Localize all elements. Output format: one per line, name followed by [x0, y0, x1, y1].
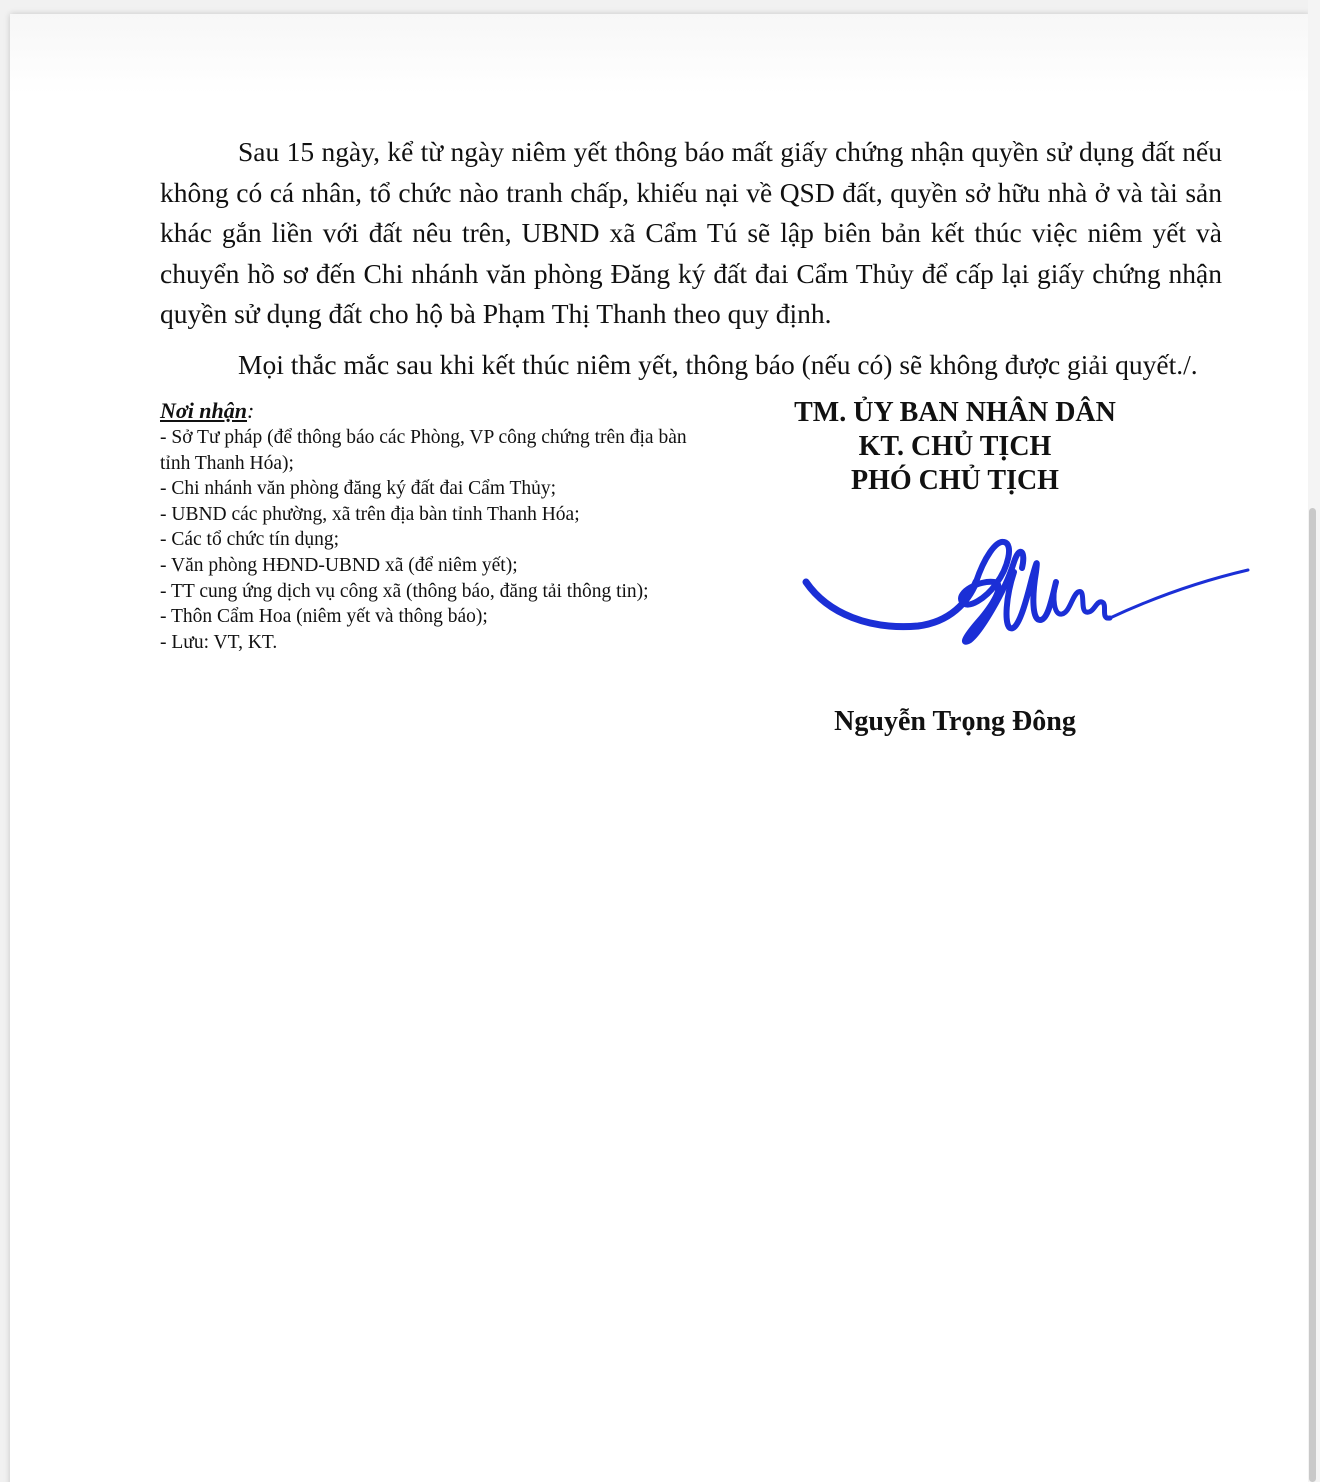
page-top-shade: [10, 14, 1310, 94]
recipient-item: - TT cung ứng dịch vụ công xã (thông báo, đăng tải thông tin);: [160, 580, 649, 602]
recipient-item: - Chi nhánh văn phòng đăng ký đất đai Cẩm Thủy;: [160, 478, 557, 500]
paragraph-closing: Mọi thắc mắc sau khi kết thúc niêm yết, thông báo (nếu có) sẽ không được giải quyết./.: [238, 348, 1198, 380]
signature-block: [760, 396, 1150, 498]
recipient-item: - Sở Tư pháp (để thông báo các Phòng, VP công chứng trên địa bàn tỉnh Thanh Hóa);: [160, 427, 687, 474]
paragraph-resolution: Sau 15 ngày, kể từ ngày niêm yết thông báo mất giấy chứng nhận quyền sử dụng đất nếu không có cá nhân, tổ chức nào tranh chấp, khiếu nại về QSD đất, quyền sở hữu nhà ở và tài sản khác gắn liền với đất nêu trên, UBND xã Cẩm Tú sẽ lập biên bản kết thúc việc niêm yết và chuyển hồ sơ đến Chi nhánh văn phòng Đăng ký đất đai Cẩm Thủy để cấp lại giấy chứng nhận quyền sử dụng đất cho hộ bà Phạm Thị Thanh theo quy định.: [160, 136, 1222, 329]
signing-capacity: KT. CHỦ TỊCH: [858, 431, 1052, 462]
recipient-item: - Các tổ chức tín dụng;: [160, 529, 339, 551]
recipients-heading: [160, 397, 720, 425]
vertical-scrollbar[interactable]: [1308, 0, 1320, 1482]
recipient-item: - Văn phòng HĐND-UBND xã (để niêm yết);: [160, 554, 518, 576]
signer-name: Nguyễn Trọng Đông: [834, 706, 1076, 737]
signing-authority: TM. ỦY BAN NHÂN DÂN: [794, 397, 1116, 428]
scrollbar-thumb[interactable]: [1309, 508, 1316, 1482]
recipient-item: - UBND các phường, xã trên địa bàn tỉnh Thanh Hóa;: [160, 503, 580, 525]
recipients-title: Nơi nhận: [160, 398, 248, 423]
notice-body: [160, 132, 1222, 385]
signer-title: PHÓ CHỦ TỊCH: [851, 465, 1059, 496]
recipient-item: - Thôn Cẩm Hoa (niêm yết và thông báo);: [160, 606, 488, 628]
recipients-title-suffix: :: [247, 398, 255, 423]
recipient-item: - Lưu: VT, KT.: [160, 631, 278, 653]
recipients-list: [160, 425, 720, 655]
recipients-section: [160, 397, 720, 655]
handwritten-signature-icon: [800, 532, 1252, 648]
